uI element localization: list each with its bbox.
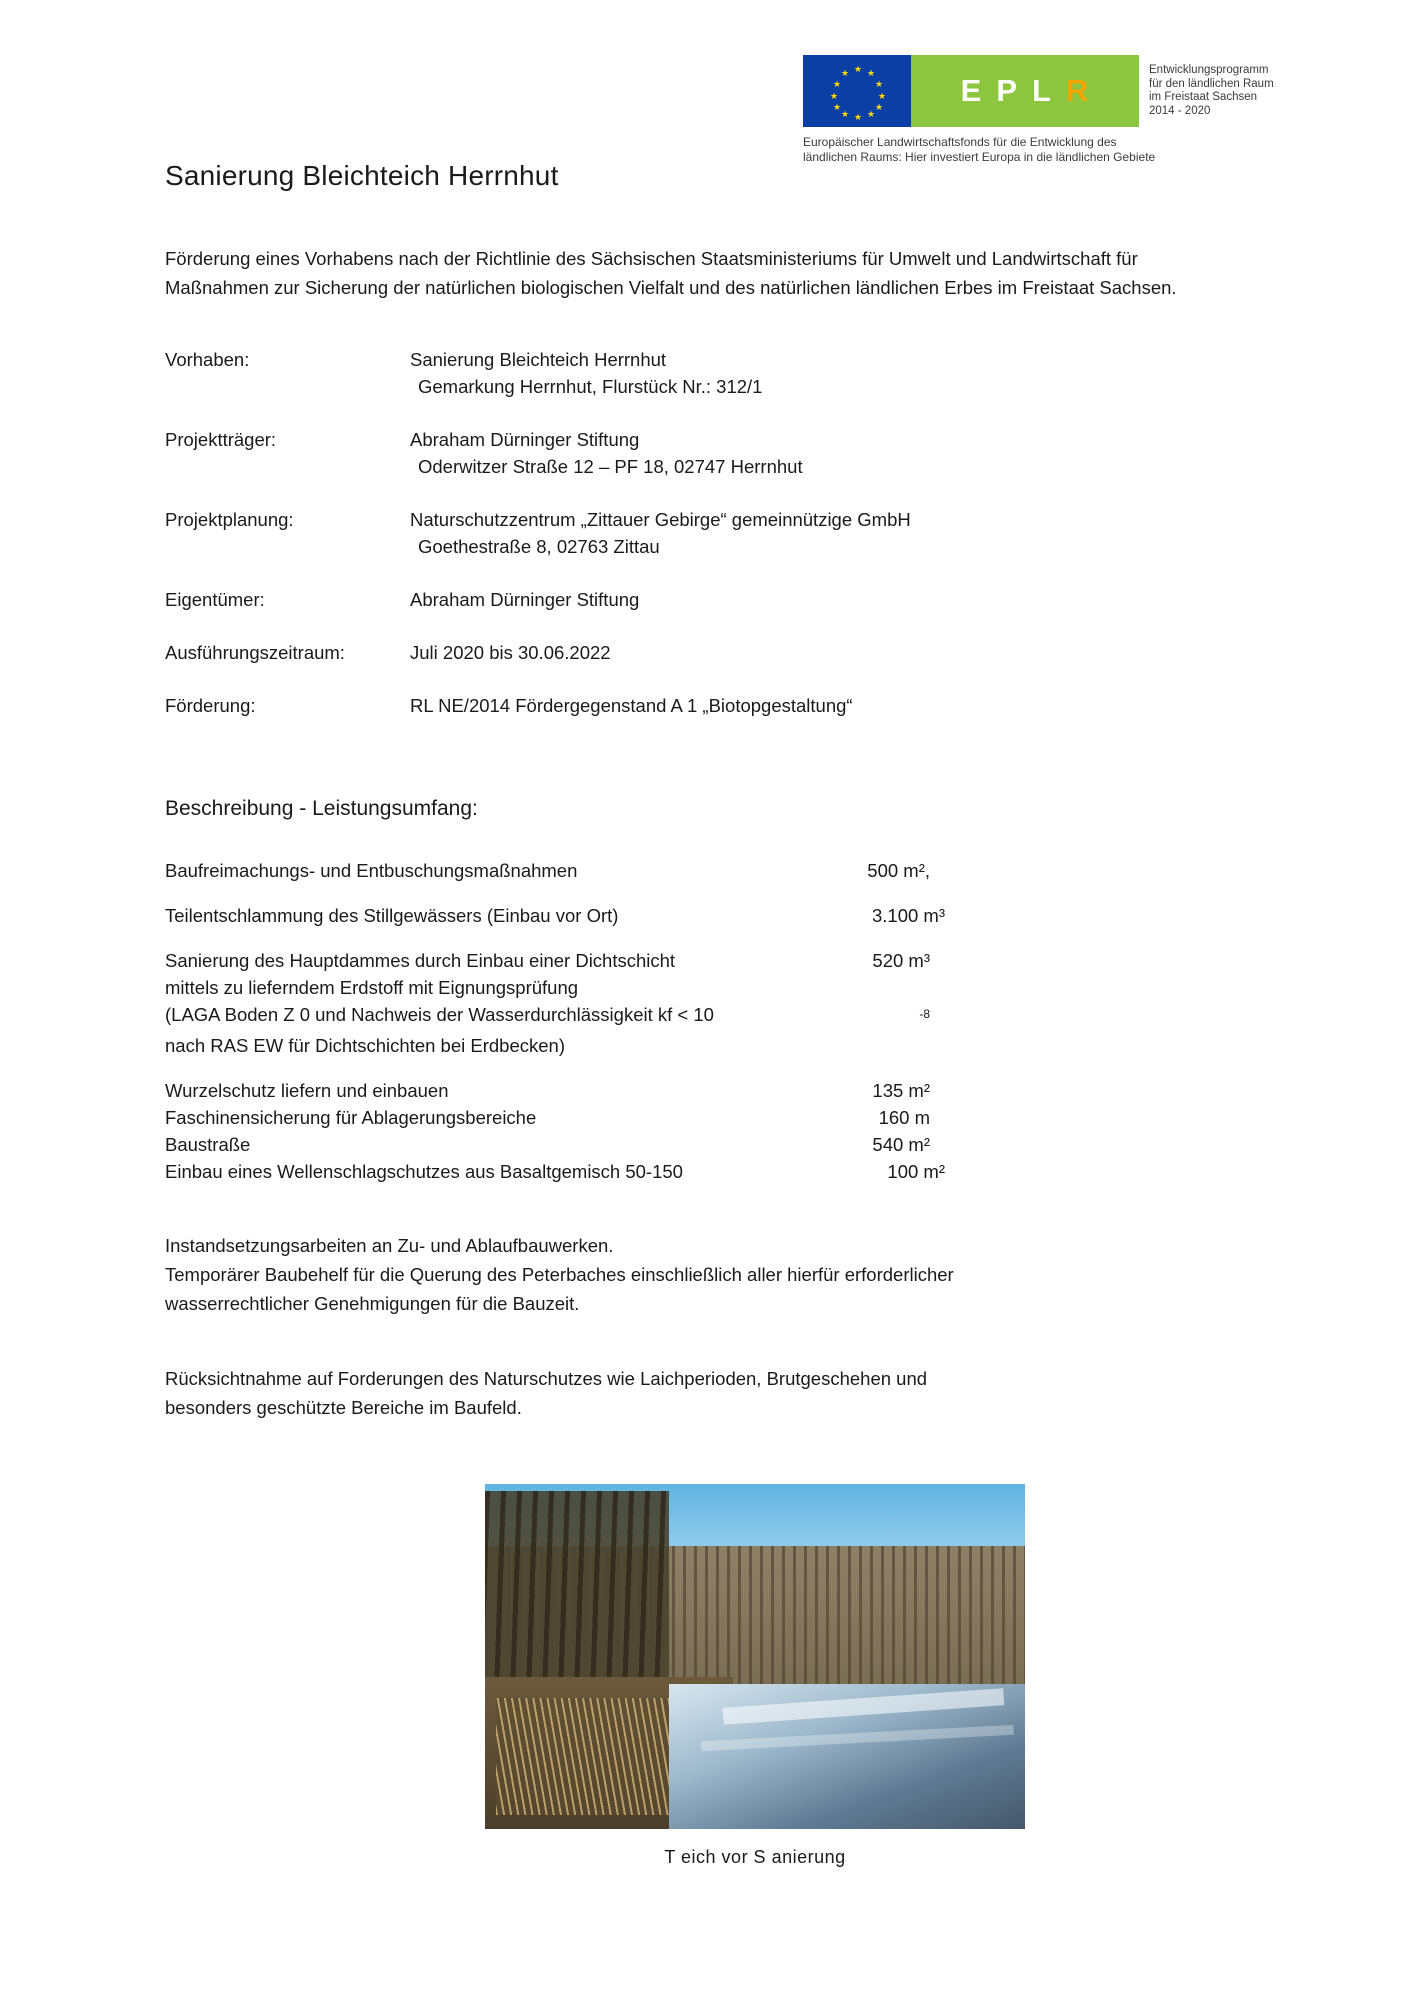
- dam-item-exponent: [719, 1001, 1025, 1032]
- eu-stars: ★ ★ ★ ★ ★ ★ ★ ★ ★ ★ ★ ★: [830, 64, 887, 122]
- photo-caption: T eich vor S anierung: [664, 1847, 846, 1868]
- eplr-letter-r: R: [1065, 73, 1090, 108]
- funding-caption-line-1: Europäischer Landwirtschaftsfonds für die Entwicklung des: [803, 135, 1117, 149]
- field-value: RL NE/2014 Fördergegenstand A 1 „Biotopgestaltung“: [410, 695, 853, 716]
- table-row: [165, 902, 1025, 947]
- eu-flag-icon: [803, 55, 911, 127]
- field-value-main: Sanierung Bleichteich Herrnhut: [410, 349, 667, 370]
- eplr-letter-e: E: [960, 73, 983, 108]
- work-item-description: Wurzelschutz liefern und einbauen: [165, 1080, 449, 1102]
- program-line-1: Entwicklungsprogramm: [1149, 64, 1269, 76]
- paragraph-construction-works: [165, 1231, 1245, 1318]
- work-item-quantity: 540 m²: [872, 1134, 930, 1156]
- paragraph1-line-1: Instandsetzungsarbeiten an Zu- und Ablaufbauwerken.: [165, 1235, 614, 1257]
- work-item-quantity: 500 m²,: [867, 860, 930, 881]
- program-line-3: im Freistaat Sachsen: [1149, 91, 1258, 103]
- spacer: [165, 1203, 1245, 1231]
- dam-item-quantity: 520 m³: [872, 950, 930, 971]
- field-label: Projektplanung:: [165, 509, 294, 530]
- work-item-description: Faschinensicherung für Ablagerungsbereiche: [165, 1107, 537, 1129]
- work-item-description: Baufreimachungs- und Entbuschungsmaßnahmen: [165, 860, 578, 881]
- paragraph2-line-2: besonders geschützte Bereiche im Baufeld.: [165, 1397, 522, 1419]
- work-item-quantity: 100 m²: [887, 1161, 945, 1183]
- work-item-description: Teilentschlammung des Stillgewässers (Einbau vor Ort): [165, 905, 619, 926]
- spacer: [165, 1318, 1245, 1364]
- field-value: [410, 506, 1245, 586]
- dam-item-line-3: (LAGA Boden Z 0 und Nachweis der Wasserdurchlässigkeit kf < 10: [165, 1004, 714, 1025]
- table-row: [165, 1158, 1025, 1203]
- document-body: [165, 160, 1245, 1868]
- table-row: [165, 426, 1245, 506]
- field-value: [410, 346, 1245, 426]
- scope-of-work-table: [165, 857, 1025, 1203]
- field-value: Juli 2020 bis 30.06.2022: [410, 642, 611, 663]
- table-row: [165, 947, 1025, 974]
- field-value-sub: Gemarkung Herrnhut, Flurstück Nr.: 312/1: [418, 376, 763, 397]
- dam-item-quantity-empty: [719, 974, 1025, 1001]
- pond-photo: [485, 1484, 1025, 1829]
- table-row: [165, 586, 1245, 639]
- eplr-logo-block: [803, 55, 1283, 165]
- paragraph1-line-2: Temporärer Baubehelf für die Querung des Peterbaches einschließlich aller hierfür erforderlicher: [165, 1264, 954, 1286]
- photo-block: [325, 1484, 1185, 1868]
- paragraph-nature-protection: [165, 1364, 1245, 1422]
- field-value: Abraham Dürninger Stiftung: [410, 589, 640, 610]
- table-row: [165, 1077, 1025, 1104]
- paragraph1-line-3: wasserrechtlicher Genehmigungen für die Bauzeit.: [165, 1293, 580, 1315]
- field-value-main: Naturschutzzentrum „Zittauer Gebirge“ gemeinnützige GmbH: [410, 509, 911, 530]
- field-label: Eigentümer:: [165, 589, 265, 610]
- table-row: [165, 346, 1245, 426]
- program-line-2: für den ländlichen Raum: [1149, 77, 1274, 90]
- work-item-quantity: 135 m²: [872, 1080, 930, 1102]
- work-item-quantity: 160 m: [878, 1107, 930, 1129]
- dam-item-line-1: Sanierung des Hauptdammes durch Einbau einer Dichtschicht: [165, 950, 676, 971]
- funding-caption-line-2: ländlichen Raums: Hier investiert Europa in die ländlichen Gebiete: [803, 150, 1156, 164]
- eplr-letter-l: L: [1032, 73, 1052, 108]
- work-item-description: Einbau eines Wellenschlagschutzes aus Basaltgemisch 50-150: [165, 1161, 683, 1183]
- field-value: [410, 426, 1245, 506]
- table-row: [165, 1001, 1025, 1032]
- table-row: [165, 692, 1245, 745]
- field-value-main: Abraham Dürninger Stiftung: [410, 429, 640, 450]
- dam-item-line-2: mittels zu lieferndem Erdstoff mit Eignungsprüfung: [165, 977, 579, 998]
- eplr-letter-p: P: [996, 73, 1019, 108]
- dam-item-quantity-empty-2: [719, 1032, 1025, 1077]
- table-row: [165, 1104, 1025, 1131]
- field-label: Ausführungszeitraum:: [165, 642, 345, 663]
- intro-paragraph: Förderung eines Vorhabens nach der Richtlinie des Sächsischen Staatsministeriums für Umwelt und Landwirtschaft für Maßnahmen zur Sicherung der natürlichen biologischen Vielfalt und des natürlichen ländlichen Erbes im Freistaat Sachsen.: [165, 248, 1177, 298]
- table-row: [165, 506, 1245, 586]
- project-details-table: [165, 346, 1245, 745]
- field-label: Förderung:: [165, 695, 256, 716]
- exponent-value: -8: [919, 1007, 930, 1021]
- program-name: [1139, 55, 1283, 127]
- logo-row: [803, 55, 1283, 127]
- section-heading: Beschreibung - Leistungsumfang:: [165, 797, 478, 820]
- table-row: [165, 1131, 1025, 1158]
- work-item-description: Baustraße: [165, 1134, 251, 1156]
- table-row: [165, 974, 1025, 1001]
- field-label: Vorhaben:: [165, 349, 250, 370]
- field-value-sub: Oderwitzer Straße 12 – PF 18, 02747 Herrnhut: [418, 456, 803, 477]
- work-item-quantity: 3.100 m³: [871, 905, 945, 926]
- program-line-4: 2014 - 2020: [1149, 104, 1211, 117]
- page-title: Sanierung Bleichteich Herrnhut: [165, 160, 559, 191]
- paragraph2-line-1: Rücksichtnahme auf Forderungen des Naturschutzes wie Laichperioden, Brutgeschehen und: [165, 1368, 928, 1390]
- table-row: [165, 639, 1245, 692]
- dam-item-line-4: nach RAS EW für Dichtschichten bei Erdbecken): [165, 1035, 565, 1057]
- table-row: [165, 1032, 1025, 1077]
- field-value-sub: Goethestraße 8, 02763 Zittau: [418, 536, 660, 557]
- table-row: [165, 857, 1025, 902]
- field-label: Projektträger:: [165, 429, 277, 450]
- eplr-wordmark: [911, 55, 1139, 127]
